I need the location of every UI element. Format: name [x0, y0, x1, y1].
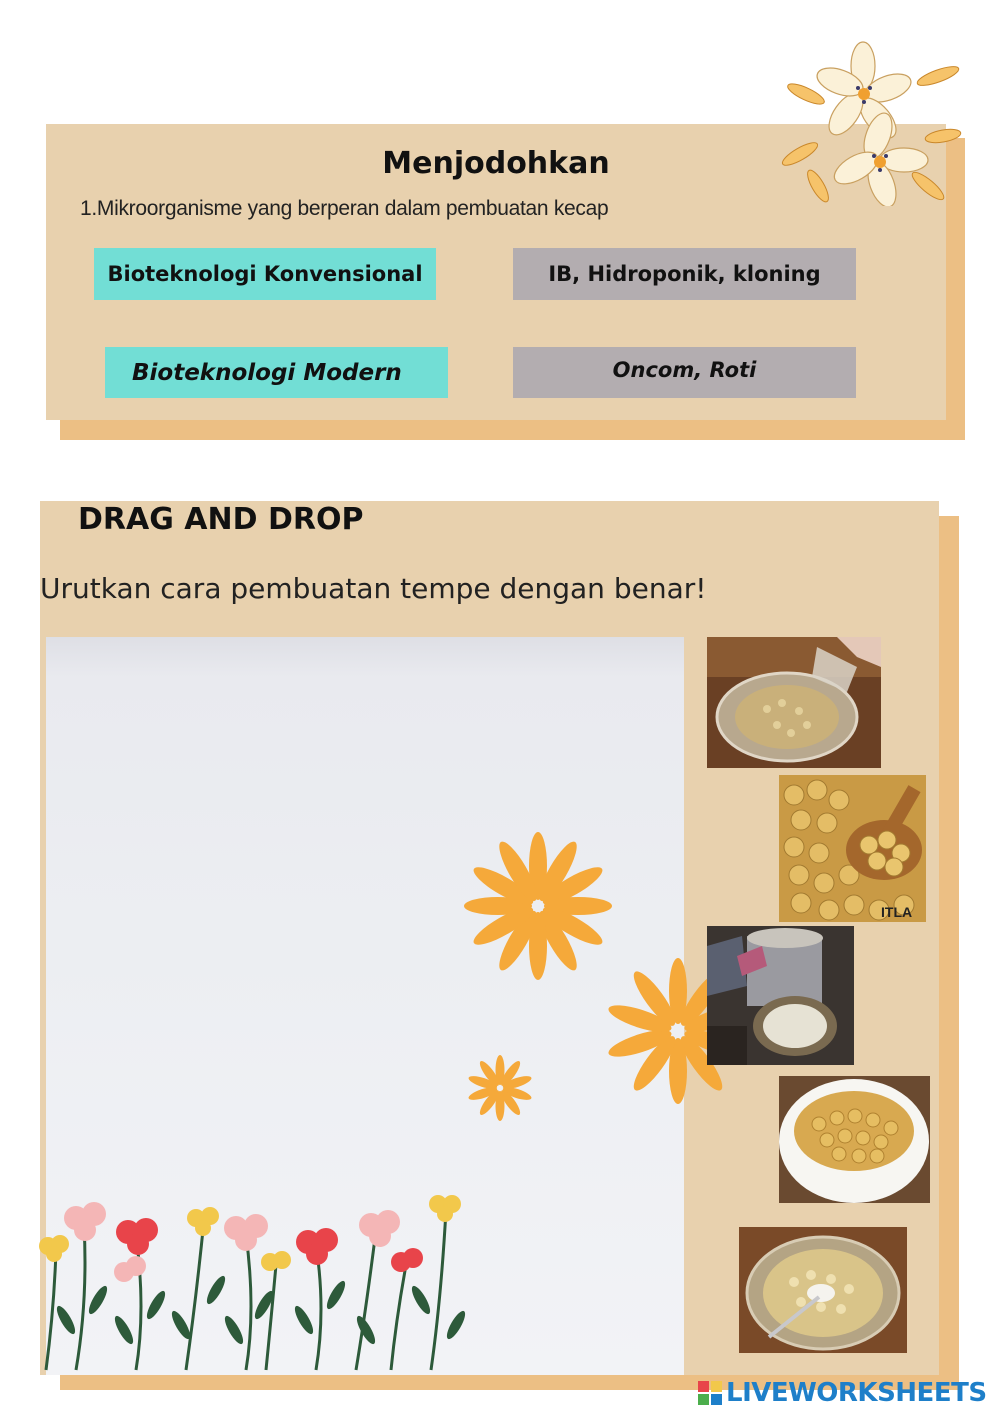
- logo-text: LIVEWORKSHEETS: [726, 1378, 987, 1408]
- soybeans-on-wooden-spoon-photo: [779, 775, 926, 922]
- soaked-soybeans-in-white-bowl-photo: [779, 1076, 930, 1203]
- image-tile-2[interactable]: [779, 775, 926, 922]
- match-right-item-2[interactable]: Oncom, Roti: [513, 347, 856, 398]
- matching-question: 1.Mikroorganisme yang berperan dalam pembuatan kecap: [80, 197, 609, 220]
- image-tile-3[interactable]: [707, 926, 854, 1065]
- soybeans-in-bowl-with-yeast-photo: [707, 637, 881, 768]
- dragdrop-instruction: Urutkan cara pembuatan tempe dengan benar!: [40, 572, 707, 605]
- flower-garden-icon: [36, 1190, 476, 1375]
- image-tile-4[interactable]: [779, 1076, 930, 1203]
- orange-flower-small-icon: [465, 1053, 535, 1123]
- soybeans-boiling-pot-photo: [707, 926, 854, 1065]
- liveworksheets-logo-icon: [698, 1381, 722, 1405]
- image-watermark: ITLA: [881, 904, 913, 920]
- match-left-item-1[interactable]: Bioteknologi Konvensional: [94, 248, 436, 300]
- orange-flower-large-icon: [463, 831, 613, 981]
- matching-title: Menjodohkan: [382, 146, 610, 181]
- image-tile-5[interactable]: [739, 1227, 907, 1353]
- match-right-item-1[interactable]: IB, Hidroponik, kloning: [513, 248, 856, 300]
- image-tile-1[interactable]: [707, 637, 881, 768]
- match-left-item-2[interactable]: Bioteknologi Modern: [105, 347, 448, 398]
- corner-flowers-icon: [778, 36, 968, 206]
- liveworksheets-logo[interactable]: [698, 1378, 987, 1408]
- sprinkling-ragi-on-soybeans-photo: [739, 1227, 907, 1353]
- dragdrop-title: DRAG AND DROP: [78, 502, 364, 537]
